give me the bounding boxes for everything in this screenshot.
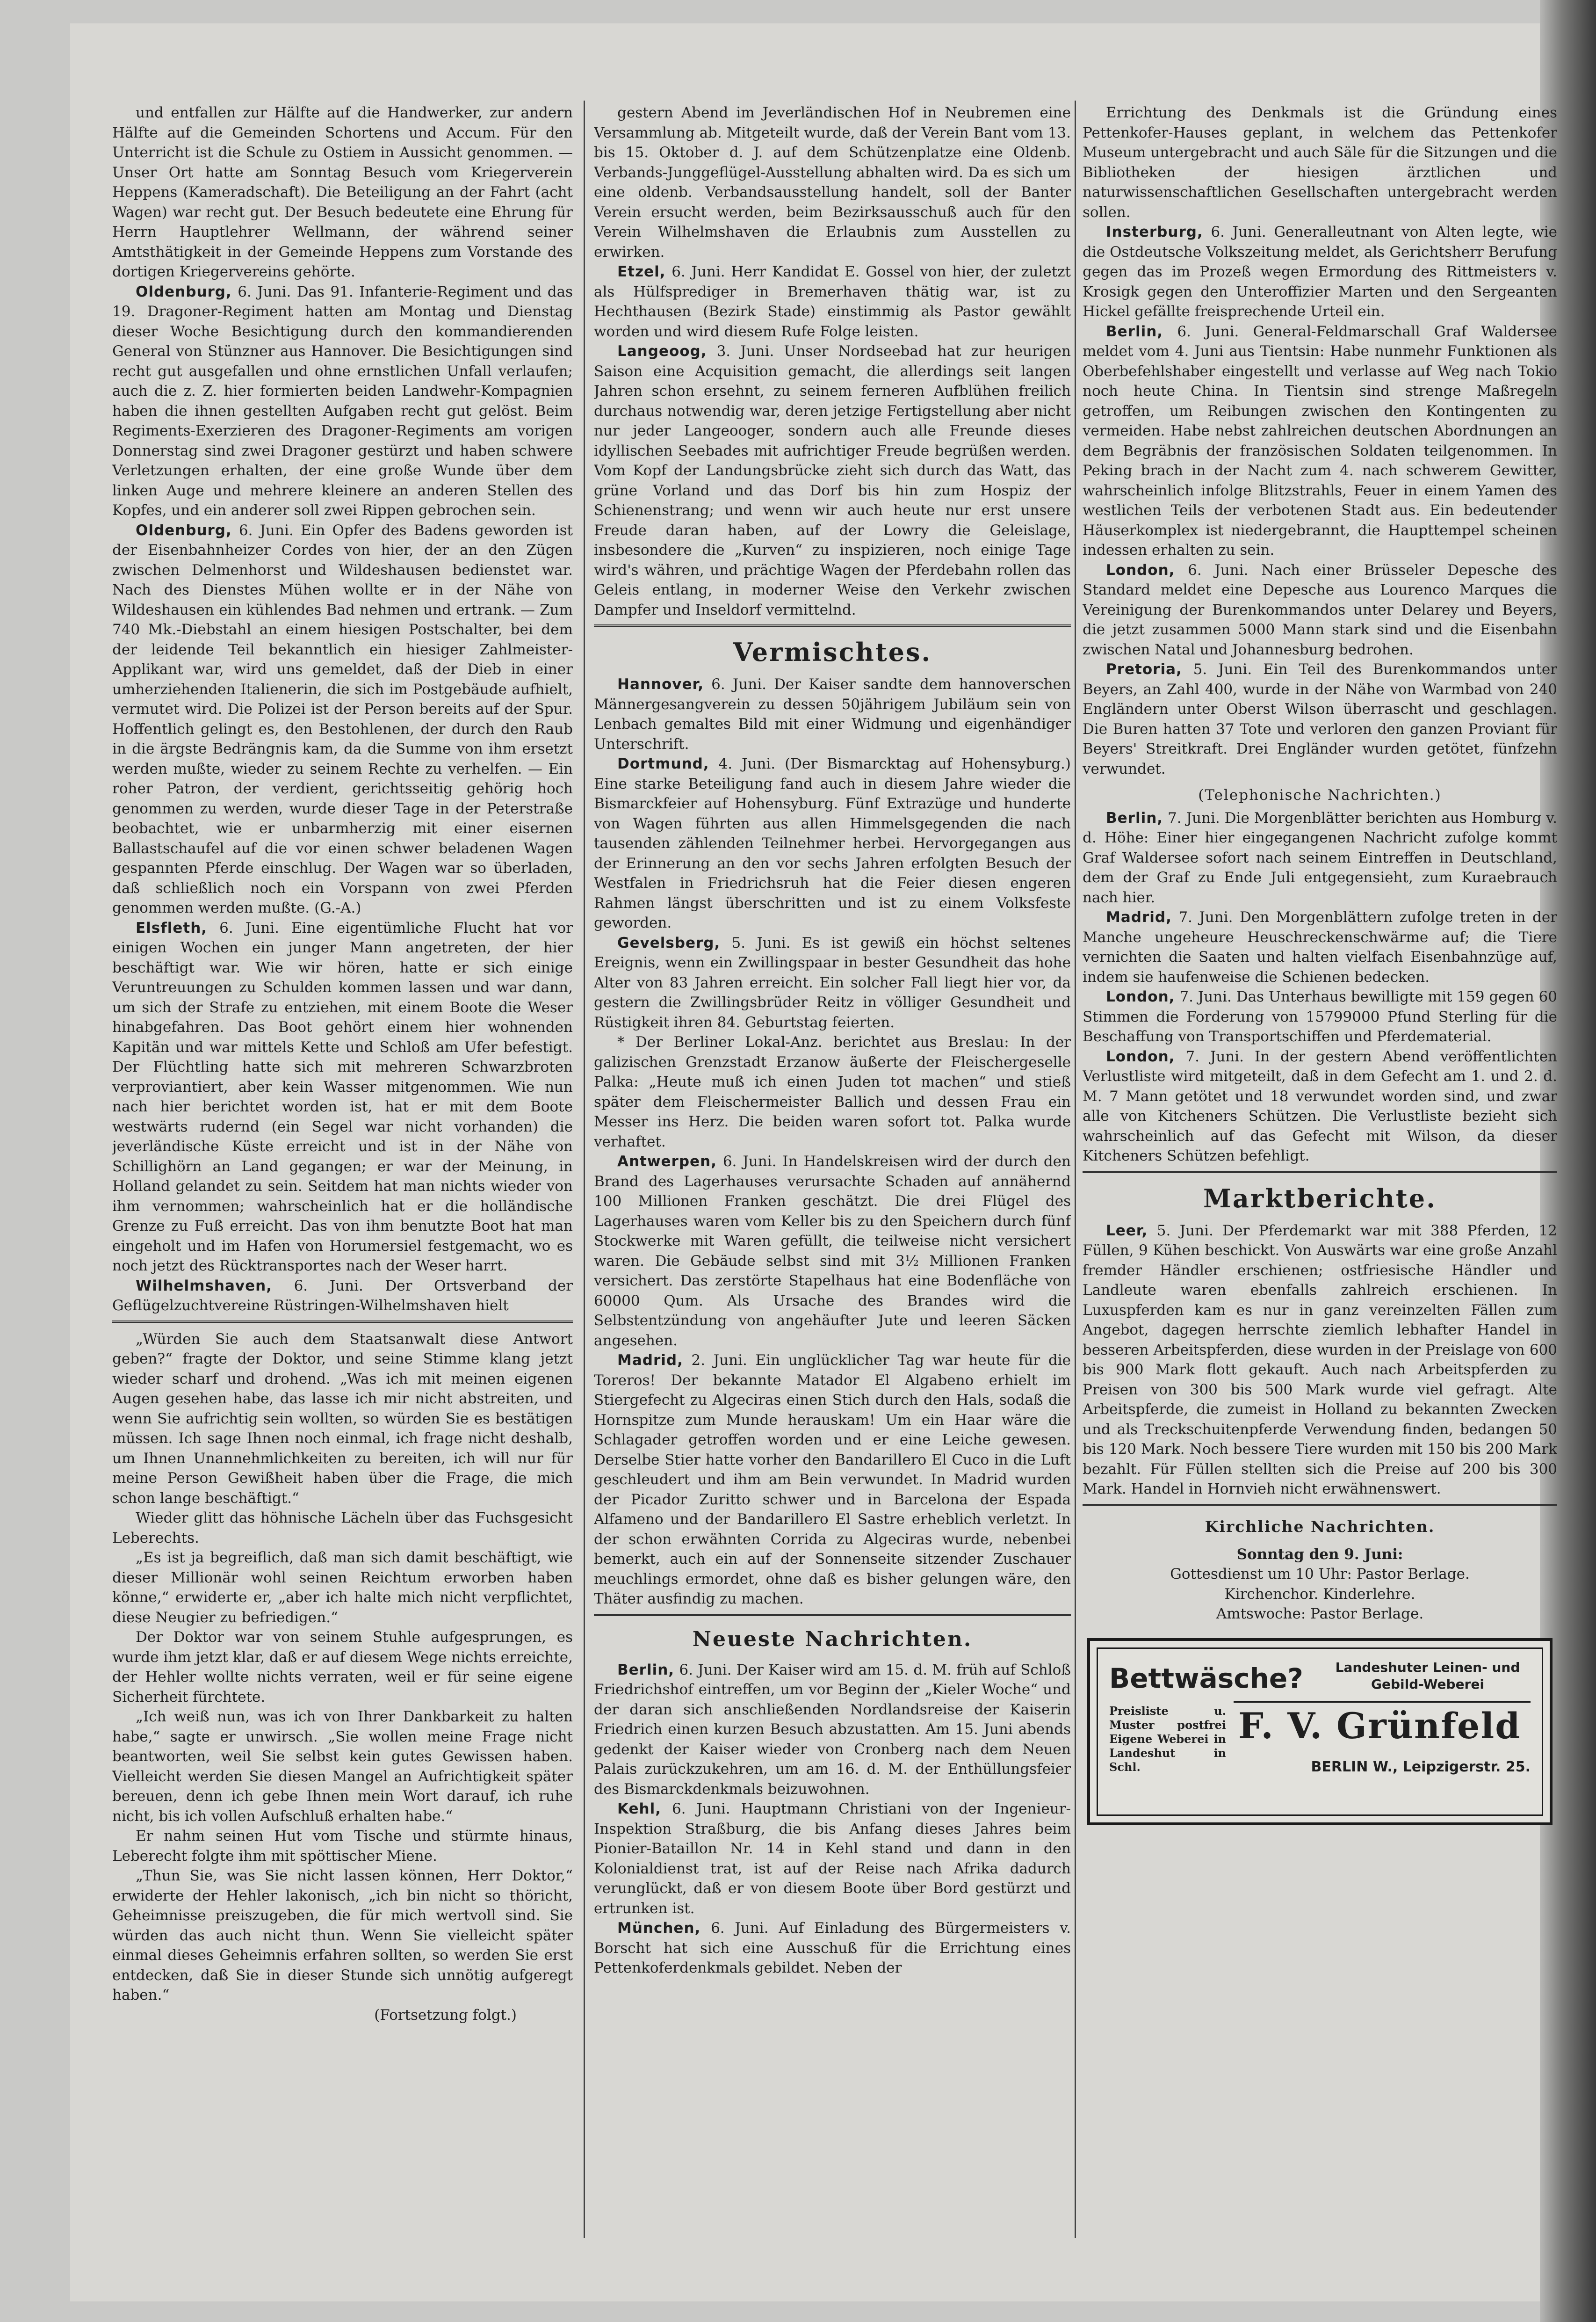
article bbox=[1083, 1047, 1557, 1166]
article bbox=[594, 675, 1071, 754]
article bbox=[594, 1152, 1071, 1350]
article-text: 6. Juni. Ein Opfer des Badens geworden ist der Eisenbahnheizer Cordes von hier, der an den Zügen zwischen Delmenhorst und Wildeshausen bedienstet war. Nach des Dienstes Mühen wollte er in der Nähe von Wildeshausen ein kühlendes Bad nehmen und ertrank. — Zum 740 Mk.-Diebstahl an einem hiesigen Postschalter, bei dem der leidende Teil bekanntlich ein hiesiger Zahlmeister-Applikant war, wird uns gemeldet, daß der Dieb in einer umherziehenden Italienerin, die sich im Postgebäude aufhielt, vermutet wird. Die Polizei ist der Person bereits auf der Spur. Hoffentlich gelingt es, den Bestohlenen, der durch den Raub in die ärgste Bedrängnis kam, da die Summe von ihm ersetzt werden mußte, wieder zu seinem Rechte zu verhelfen. — Ein roher Patron, der verdient, gerichtsseitig gehörig hoch genommen zu werden, wurde dieser Tage in der Peterstraße beobachtet, wie er unbarmherzig mit einer eisernen Ballastschaufel auf die vor einen schwer beladenen Wagen gespannten Pferde einschlug. Der Wagen war so überladen, daß schließlich noch ein Vorspann von zwei Pferden genommen werden mußte. (G.-A.) bbox=[112, 522, 573, 916]
article-text: 2. Juni. Ein unglücklicher Tag war heute für die Toreros! Der bekannte Matador El Algabeno erhielt im Stiergefecht zu Algeciras einen Stich durch den Hals, sodaß die Hornspitze zum Munde herauskam! Um ein Haar wäre die Schlagader getroffen worden und er eine Leiche gewesen. Derselbe Stier hatte vorher den Bandarillero El Cuco in die Luft geschleudert und ihm am Bein verwundet. In Madrid wurden der Picador Zuritto schwer und in Barcelona der Espada Alfameno und der Bandarillero El Sastre erheblich verletzt. In der schon erwähnten Corrida zu Algeciras wurde, nebenbei bemerkt, auch ein auf der Sonnenseite sitzender Zuschauer meuchlings ermordet, ohne daß es bisher gelungen wäre, den Thäter ausfindig zu machen. bbox=[594, 1352, 1071, 1607]
article-text: 6. Juni. Herr Kandidat E. Gossel von hier, der zuletzt als Hülfsprediger in Bremerhaven thätig war, ist zu Hechthausen (Bezirk Stade) einstimmig als Pastor gewählt worden und wird diesem Rufe Folge leisten. bbox=[594, 263, 1071, 340]
article bbox=[1083, 660, 1557, 779]
article-text: 3. Juni. Unser Nordseebad hat zur heurigen Saison eine Acquisition gemacht, die allerdings seit langen Jahren schon ersehnt, zu seinem ferneren Aufblühen freilich durchaus notwendig war, deren jetzige Fertigstellung aber nicht nur jeder Langeooger, sondern auch alle Freunde dieses idyllischen Seebades mit aufrichtiger Freude begrüßen werden. Vom Kopf der Landungsbrücke zieht sich durch das Watt, das grüne Vorland und das Dorf bis hin zum Hospiz der Schienenstrang; und wenn wir auch heute nur erst unsere Freude daran haben, auf der Lowry die Geleislage, insbesondere die „Kurven“ zu inspizieren, noch einige Tage wird's währen, und prächtige Wagen der Pferdebahn rollen das Geleis entlang, in moderner Weise den Verkehr zwischen Dampfer und Inseldorf vermittelnd. bbox=[594, 343, 1071, 618]
article bbox=[594, 1918, 1071, 1978]
dateline-place: Elsfleth, bbox=[136, 919, 208, 936]
article-text: 7. Juni. Den Morgenblättern zufolge treten in der Manche ungeheure Heuschreckenschwärme auf; die Tiere vernichten die Saaten und halten vielfach Eisenbahnzüge auf, indem sie haufenweise die Schienen bedecken. bbox=[1083, 909, 1557, 986]
dateline-place: Madrid, bbox=[617, 1352, 683, 1369]
column-rule-2 bbox=[1075, 101, 1076, 2238]
article-text: 5. Juni. Es ist gewiß ein höchst seltenes Ereignis, wenn ein Zwillingspaar in bester Gesundheit das hohe Alter von 83 Jahren erreicht. Ein solcher Fall liegt hier vor, da gestern die Zwillingsbrüder Reitz in völliger Gesundheit und Rüstigkeit ihren 84. Geburtstag feierten. bbox=[594, 934, 1071, 1031]
article bbox=[594, 754, 1071, 933]
article-text: und entfallen zur Hälfte auf die Handwerker, zur andern Hälfte auf die Gemeinden Schortens und Accum. Für den Unterricht ist die Schule zu Ostiem in Aussicht genommen. — Unser Ort hatte am Sonntag Besuch vom Kriegerverein Heppens (Kameradschaft). Die Beteiligung an der Fahrt (acht Wagen) war recht gut. Der Besuch bedeutete eine Ehrung für Herrn Hauptlehrer Wellmann, der während seiner Amtsthätigkeit in der Gemeinde Heppens zum Vorstande des dortigen Kriegervereins gehörte. bbox=[112, 104, 573, 280]
article-text: 6. Juni. Das 91. Infanterie-Regiment und das 19. Dragoner-Regiment hatten am Montag und Dienstag dieser Woche Besichtigung durch den kommandierenden General von Stünzner aus Hannover. Die Besichtigungen sind recht gut ausgefallen und ohne ernstlichen Unfall verlaufen; auch die z. Z. hier formierten beiden Landwehr-Kompagnien haben die ihnen gestellten Aufgaben recht gut gelöst. Beim Regiments-Exerzieren des Dragoner-Regiments am vorigen Donnerstag sind zwei Dragoner gestürzt und haben schwere Verletzungen erhalten, der eine große Wunde über dem linken Auge und mehrere kleinere an anderen Stellen des Kopfes, und ein anderer soll zwei Rippen gebrochen sein. bbox=[112, 283, 573, 519]
article-text: 6. Juni. Eine eigentümliche Flucht hat vor einigen Wochen ein junger Mann angetreten, der hier beschäftigt war. Wie wir hören, hatte er sich einige Veruntreuungen zu Schulden kommen lassen und war dann, um sich der Strafe zu entziehen, mit einem Boote die Weser hinabgefahren. Das Boot gehört einem hier wohnenden Kapitän und war mittels Kette und Schloß am Ufer befestigt. Der Flüchtling hatte sich mit mehreren Schwarzbroten verproviantiert, aber kein Wasser mitgenommen. Wie nun nach hier berichtet worden ist, hat er mit dem Boote westwärts rudernd (ein Segel war nicht vorhanden) die jeverländische Küste erreicht und ist in der Nähe von Schillighörn an Land gegangen; er war der Meinung, in Holland gelandet zu sein. Seitdem hat man nichts wieder von ihm vernommen; wahrscheinlich hat er die holländische Grenze zu Fuß erreicht. Das von ihm benutzte Boot hat man eingeholt und im Hafen von Horumersiel festgemacht, wo es noch jetzt des Rücktransportes nach der Weser harrt. bbox=[112, 919, 573, 1274]
section-divider bbox=[1083, 1171, 1557, 1173]
serial-paragraph: „Thun Sie, was Sie nicht lassen können, Herr Doktor,“ erwiderte der Hehler lakonisch, „ich bin nicht so thöricht, Geheimnisse preiszugeben, die für mich wertvoll sind. Sie würden das auch nicht thun. Wenn Sie vielleicht später einmal dieses Geheimnis erfahren sollten, so werden Sie erst entdecken, daß Sie in dieser Stunde sich unnötig aufgeregt haben.“ bbox=[112, 1867, 573, 2003]
church-date: Sonntag den 9. Juni: bbox=[1236, 1546, 1403, 1563]
article-text: 6. Juni. Der Kaiser wird am 15. d. M. früh auf Schloß Friedrichshof eintreffen, um vor Beginn der „Kieler Woche“ und der daran sich anschließenden Nordlandsreise der Kaiserin Friedrich einen kurzen Besuch abzustatten. Am 15. Juni abends gedenkt der Kaiser wieder von Cronberg nach dem Neuen Palais zurückzukehren, um am 16. d. M. der Enthüllungsfeier des Bismarckdenkmals beizuwohnen. bbox=[594, 1661, 1071, 1798]
dateline-place: Berlin, bbox=[617, 1661, 675, 1678]
dateline-place: Oldenburg, bbox=[136, 522, 232, 539]
article bbox=[1083, 907, 1557, 987]
article bbox=[1083, 1221, 1557, 1499]
church-line: Amtswoche: Pastor Berlage. bbox=[1216, 1605, 1424, 1622]
article bbox=[1083, 560, 1557, 660]
article-text: 4. Juni. (Der Bismarcktag auf Hohensyburg.) Eine starke Beteiligung fand auch in diesem Jahre wieder die Bismarckfeier auf Hohensyburg. Fünf Extrazüge und hunderte von Wagen führten aus allen Himmelsgegenden die nach tausenden zählenden Teilnehmer herbei. Hervorgegangen aus der Erinnerung an den vor sechs Jahren erfolgten Besuch der Westfalen in Friedrichsruh hat die Feier diesen engeren Rahmen längst überschritten und ist zu einem Volksfeste geworden. bbox=[594, 755, 1071, 931]
article-text: 7. Juni. In der gestern Abend veröffentlichten Verlustliste wird mitgeteilt, daß in dem Gefecht am 1. und 2. d. M. 7 Mann getötet und 18 verwundet worden sind, und zwar alle von Kitcheners Schützen. Die Verlustliste bezieht sich wahrscheinlich auf das Gefecht mit Wilson, da dieser Kitcheners Schützen befehligt. bbox=[1083, 1048, 1557, 1164]
dateline-place: Kehl, bbox=[617, 1800, 661, 1817]
section-divider bbox=[594, 1614, 1071, 1616]
article-text: 6. Juni. Hauptmann Christiani von der Ingenieur-Inspektion Straßburg, die bis Anfang dieses Jahres beim Pionier-Bataillon Nr. 14 in Kehl stand und dann in den Kolonialdienst trat, ist auf der Reise nach Afrika dadurch verunglückt, daß er von diesem Boote über Bord gestürzt und ertrunken ist. bbox=[594, 1800, 1071, 1917]
dateline-place: Langeoog, bbox=[617, 343, 707, 360]
dateline-place: Wilhelmshaven, bbox=[136, 1277, 272, 1294]
article-text: 6. Juni. Nach einer Brüsseler Depesche des Standard meldet eine Depesche aus Lourenco Marques die Vereinigung der Burenkommandos unter Delarey und Beyers, die jetzt zusammen 5000 Mann stark sind und die Eisenbahn zwischen Natal und Johannesburg bedrohen. bbox=[1083, 561, 1557, 658]
dateline-place: Gevelsberg, bbox=[617, 934, 721, 951]
column-1 bbox=[112, 103, 573, 2231]
dateline-place: München, bbox=[617, 1920, 701, 1937]
ad-title: Bettwäsche? bbox=[1109, 1662, 1303, 1694]
section-heading: Marktberichte. bbox=[1203, 1183, 1437, 1213]
ad-brand: F. V. Grünfeld bbox=[1238, 1705, 1521, 1747]
column-2 bbox=[594, 103, 1071, 2231]
article bbox=[594, 1799, 1071, 1918]
ad-divider bbox=[1234, 1701, 1531, 1703]
dateline-place: Etzel, bbox=[617, 263, 666, 280]
article bbox=[1083, 222, 1557, 322]
dateline-place: London, bbox=[1106, 988, 1175, 1005]
article bbox=[594, 341, 1071, 620]
ad-subtitle: Landeshuter Leinen- und Gebild-Weberei bbox=[1335, 1659, 1520, 1692]
serial-paragraph: Er nahm seinen Hut vom Tische und stürmte hinaus, Leberecht folgte ihm mit spöttischer Miene. bbox=[112, 1828, 573, 1865]
article bbox=[1083, 322, 1557, 560]
article bbox=[1083, 808, 1557, 908]
article-text: 7. Juni. Das Unterhaus bewilligte mit 159 gegen 60 Stimmen die Forderung von 15799000 Pfund Sterling für die Beschaffung von Transportschiffen und Pferdematerial. bbox=[1083, 988, 1557, 1045]
article-text: Errichtung des Denkmals ist die Gründung eines Pettenkofer-Hauses geplant, in welchem das Pettenkofer Museum untergebracht und auch Säle für die Sitzungen und die Bibliotheken der hiesigen ärztlichen und naturwissenschaftlichen Gesellschaften untergebracht werden sollen. bbox=[1083, 104, 1557, 221]
article-text: 6. Juni. General-Feldmarschall Graf Waldersee meldet vom 4. Juni aus Tientsin: Habe nunmehr Funktionen als Oberbefehlshaber eingestellt und verlasse auf Weg nach Tokio noch heute China. In Tientsin sind strenge Maßregeln getroffen, um Reibungen zwischen den Kontingenten zu vermeiden. Habe nebst zahlreichen deutschen Abordnungen an dem Begräbnis der französischen Soldaten teilgenommen. In Peking brach in der Nacht zum 4. nach schwerem Gewitter, wahrscheinlich infolge Blitzstrahls, Feuer in einem Yamen des westlichen Teils der verbotenen Stadt aus. Ein bedeutender Häuserkomplex ist niedergebrannt, die Haupttempel scheinen indessen erhalten zu sein. bbox=[1083, 323, 1557, 559]
dateline-place: Berlin, bbox=[1106, 323, 1163, 340]
article-text: 7. Juni. Die Morgenblätter berichten aus Homburg v. d. Höhe: Einer hier eingegangenen Nachricht zufolge kommt Graf Waldersee sofort nach seinem Eintreffen in Deutschland, dem der Graf zu Ende Juli entgegensieht, zum Kuraebrauch nach hier. bbox=[1083, 809, 1557, 906]
article bbox=[594, 262, 1071, 341]
dateline-place: Pretoria, bbox=[1106, 661, 1182, 678]
serial-continuation: (Fortsetzung folgt.) bbox=[374, 2006, 517, 2024]
article-text: gestern Abend im Jeverländischen Hof in Neubremen eine Versammlung ab. Mitgeteilt wurde, daß der Verein Bant vom 13. bis 15. Oktober d. J. auf dem Schützenplatze eine Oldenb. Verbands-Junggeflügel-Ausstellung abhalten wird. Da es sich um eine oldenb. Verbandsausstellung handelt, soll der Banter Verein ersucht werden, beim Bezirksausschuß auch für den Verein Wilhelmshaven die Erlaubnis zum Ausstellen zu erwirken. bbox=[594, 104, 1071, 261]
section-heading: Kirchliche Nachrichten. bbox=[1205, 1517, 1435, 1536]
article-text: 5. Juni. Der Pferdemarkt war mit 388 Pferden, 12 Füllen, 9 Kühen beschickt. Von Auswärts war eine große Anzahl fremder Händler erschienen; ostfriesische Händler und Landleute waren ebenfalls zahlreich erschienen. In Luxuspferden kam es nur in ganz vereinzelten Fällen zum Angebot, dagegen herrschte ziemlich lebhafter Handel in besseren Arbeitspferden, diese wurden in der Preislage von 600 bis 900 Mark flott gekauft. Auch nach Arbeitspferden zu Preisen von 300 bis 500 Mark wurde viel gefragt. Alte Arbeitspferde, die zumeist in Holland zu bekannten Zwecken und als Treckschuitenpferde Verwendung finden, bedangen 50 bis 120 Mark. Noch bessere Tiere wurden mit 150 bis 200 Mark bezahlt. Für Füllen stellten sich die Preise auf 200 bis 300 Mark. Handel in Hornvieh nicht erwähnenswert. bbox=[1083, 1222, 1557, 1497]
advertisement-frame bbox=[1097, 1647, 1543, 1816]
section-divider bbox=[1083, 1504, 1557, 1506]
serial-paragraph: „Es ist ja begreiflich, daß man sich damit beschäftigt, wie dieser Millionär wohl seinen Reichtum erworben haben könne,“ erwiderte er, „aber ich halte mich nicht verpflichtet, diese Neugier zu befriedigen.“ bbox=[112, 1549, 573, 1626]
ad-note: Preisliste u. Muster postfrei Eigene Weberei in Landeshut in Schl. bbox=[1109, 1704, 1226, 1774]
column-3 bbox=[1083, 103, 1557, 2231]
ad-address: BERLIN W., Leipzigerstr. 25. bbox=[1311, 1758, 1531, 1775]
article bbox=[112, 1276, 573, 1316]
dateline-place: London, bbox=[1106, 561, 1175, 579]
dateline-place: London, bbox=[1106, 1048, 1175, 1065]
article bbox=[1083, 987, 1557, 1047]
serial-paragraph: Wieder glitt das höhnische Lächeln über das Fuchsgesicht Leberechts. bbox=[112, 1509, 573, 1546]
article bbox=[594, 1350, 1071, 1609]
article bbox=[112, 282, 573, 521]
article-text: 6. Juni. Der Ortsverband der Geflügelzuchtvereine Rüstringen-Wilhelmshaven hielt bbox=[112, 1277, 573, 1314]
article bbox=[594, 933, 1071, 1033]
article-text: 6. Juni. In Handelskreisen wird der durch den Brand des Lagerhauses verursachte Schaden auf annähernd 100 Millionen Franken geschätzt. Die drei Flügel des Lagerhauses waren vom Keller bis zu den Speichern durch fünf Stockwerke mit Waren gefüllt, die teilweise nicht versichert waren. Die Gebäude selbst sind mit 3½ Millionen Franken versichert. Das zerstörte Stapelhaus hat eine Bodenfläche von 60000 Qum. Als Ursache des Brandes wird die Selbstentzündung von angehäufter Jute und leeren Säcken angesehen. bbox=[594, 1153, 1071, 1349]
dateline-place: Dortmund, bbox=[617, 755, 709, 772]
dateline-place: Oldenburg, bbox=[136, 283, 232, 300]
church-line: Kirchenchor. Kinderlehre. bbox=[1224, 1585, 1415, 1603]
article-text: 6. Juni. Der Kaiser sandte dem hannoverschen Männergesangverein zu dessen 50jährigem Jubiläum sein von Lenbach gemaltes Bild mit einer Widmung und eigenhändiger Unterschrift. bbox=[594, 676, 1071, 753]
article bbox=[594, 1660, 1071, 1800]
article-text: * Der Berliner Lokal-Anz. berichtet aus Breslau: In der galizischen Grenzstadt Erzanow äußerte der Fleischergeselle Palka: „Heute muß ich einen Juden tot machen“ und stieß später dem Fleischermeister Ballich und dessen Frau ein Messer ins Herz. Die beiden waren sofort tot. Palka wurde verhaftet. bbox=[594, 1034, 1071, 1150]
dateline-place: Insterburg, bbox=[1106, 224, 1203, 240]
church-line: Gottesdienst um 10 Uhr: Pastor Berlage. bbox=[1170, 1566, 1470, 1582]
dateline-place: Madrid, bbox=[1106, 909, 1172, 926]
section-divider bbox=[594, 624, 1071, 627]
serial-paragraph: „Ich weiß nun, was ich von Ihrer Dankbarkeit zu halten habe,“ sagte er unwirsch. „Sie wollen meine Frage nicht beantworten, weil Sie selbst kein gutes Gewissen haben. Vielleicht werden Sie diesen Mangel an Aufrichtigkeit später bereuen, denn ich gebe Ihnen mein Wort darauf, ich ruhe nicht, bis ich vollen Aufschluß erhalten habe.“ bbox=[112, 1708, 573, 1825]
article-text: 5. Juni. Ein Teil des Burenkommandos unter Beyers, an Zahl 400, wurde in der Nähe von Warmbad von 240 Engländern unter Oberst Wilson überrascht und geschlagen. Die Buren hatten 37 Tote und verloren den ganzen Proviant für Beyers' Streitkraft. Drei Engländer wurden getötet, fünfzehn verwundet. bbox=[1083, 661, 1557, 777]
article bbox=[112, 918, 573, 1276]
advertisement bbox=[1087, 1638, 1553, 1825]
article bbox=[112, 521, 573, 918]
column-rule-1 bbox=[584, 101, 585, 2238]
serial-paragraph: „Würden Sie auch dem Staatsanwalt diese Antwort geben?“ fragte der Doktor, und seine Stimme klang jetzt wieder scharf und drohend. „Was ich mit meinen eigenen Augen gesehen habe, das lasse ich mir nicht abstreiten, und wenn Sie aufrichtig sein wollten, so würden Sie es bestätigen müssen. Ich sage Ihnen noch einmal, ich frage nicht deshalb, um Ihnen Unannehmlichkeiten zu bereiten, ich will nur für meine Person Gewißheit haben über die Frage, die mich schon lange beschäftigt.“ bbox=[112, 1330, 573, 1507]
section-heading: Neueste Nachrichten. bbox=[692, 1627, 973, 1651]
serial-paragraph: Der Doktor war von seinem Stuhle aufgesprungen, es wurde ihm jetzt klar, daß er auf diesem Wege nichts erreichte, der Hehler wollte nichts verraten, weil er für seine eigene Sicherheit fürchtete. bbox=[112, 1629, 573, 1705]
feuilleton-divider bbox=[112, 1321, 573, 1323]
article-text: 6. Juni. Generalleutnant von Alten legte, wie die Ostdeutsche Volkszeitung meldet, als Gerichtsherr Berufung gegen das im Prozeß wegen Ermordung des Rittmeisters v. Krosigk gegen den Unteroffizier Marten und den Sergeanten Hickel gefällte freisprechende Urteil ein. bbox=[1083, 224, 1557, 320]
subsection-label: (Telephonische Nachrichten.) bbox=[1198, 787, 1442, 804]
dateline-place: Leer, bbox=[1106, 1222, 1148, 1239]
dateline-place: Antwerpen, bbox=[617, 1153, 717, 1170]
dateline-place: Hannover, bbox=[617, 676, 704, 693]
article-text: 6. Juni. Auf Einladung des Bürgermeisters v. Borscht hat sich eine Ausschuß für die Errichtung eines Pettenkoferdenkmals gebildet. Neben der bbox=[594, 1920, 1071, 1976]
dateline-place: Berlin, bbox=[1106, 809, 1163, 827]
section-heading: Vermischtes. bbox=[733, 637, 932, 667]
